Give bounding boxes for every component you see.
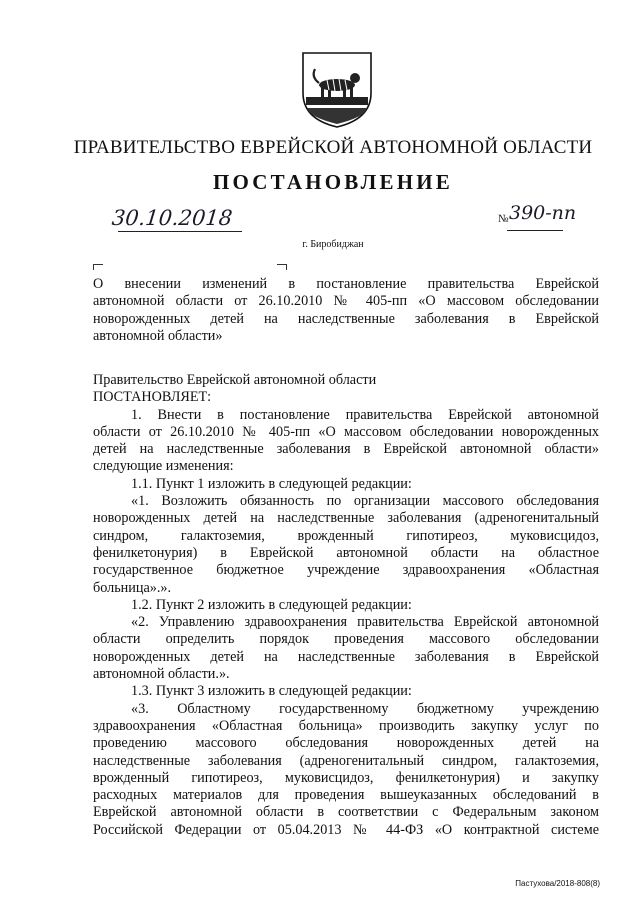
- body-line: врожденный гипотиреоз, муковисцидоз, фенилкетонурия) и закупку: [93, 769, 599, 786]
- body-line: проведению массового обследования новорожденных детей на: [93, 735, 599, 752]
- city-label: г. Биробиджан: [302, 239, 364, 250]
- body-line: Правительство Еврейской автономной области: [93, 372, 377, 388]
- intro-line: автономной области»: [93, 327, 223, 344]
- body-line: больница».».: [93, 579, 172, 596]
- coat-of-arms-icon: [297, 47, 377, 131]
- body-line: следующие изменения:: [93, 458, 234, 475]
- body-line: 1.1. Пункт 1 изложить в следующей редакции:: [131, 475, 412, 492]
- intro-line: новорожденных детей на наследственные заболевания в Еврейской: [93, 310, 599, 327]
- body-line: области определить порядок проведения массового обследовании: [93, 631, 599, 648]
- decree-body: [93, 372, 599, 839]
- body-line: автономной области.».: [93, 666, 230, 683]
- intro-line: автономной области от 26.10.2010 № 405-пп «О массовом обследовании: [93, 293, 599, 310]
- executor-code: Пастухова/2018-808(8): [515, 879, 600, 888]
- body-line: наследственные заболевания (адреногенитальный синдром, галактоземия,: [93, 752, 599, 769]
- intro-line: О внесении изменений в постановление правительства Еврейской: [93, 276, 599, 292]
- title-bracket-right: [277, 264, 287, 270]
- date-underline: [118, 231, 242, 232]
- body-line: 1. Внести в постановление правительства Еврейской автономной: [131, 406, 599, 423]
- body-line: ПОСТАНОВЛЯЕТ:: [93, 389, 212, 406]
- body-line: Еврейской автономной области в соответствии с Федеральным законом: [93, 804, 599, 821]
- body-line: Российской Федерации от 05.04.2013 № 44-ФЗ «О контрактной системе: [93, 821, 599, 838]
- decree-title: [93, 276, 599, 345]
- body-line: «1. Возложить обязанность по организации массового обследования: [131, 493, 599, 510]
- body-line: новорожденных детей на наследственные заболевания (адреногенитальный: [93, 510, 599, 527]
- body-line: 1.3. Пункт 3 изложить в следующей редакции:: [131, 683, 412, 700]
- government-title: ПРАВИТЕЛЬСТВО ЕВРЕЙСКОЙ АВТОНОМНОЙ ОБЛАСТИ: [73, 137, 593, 158]
- body-line: 1.2. Пункт 2 изложить в следующей редакции:: [131, 596, 412, 613]
- document-date: 30.10.2018: [110, 206, 234, 230]
- body-line: государственное бюджетное учреждение здравоохранения «Областная: [93, 562, 599, 579]
- body-line: синдром, галактоземия, врожденный гипотиреоз, муковисцидоз,: [93, 527, 599, 544]
- body-line: новорожденных детей на наследственные заболевания в Еврейской: [93, 648, 599, 665]
- number-underline: [507, 230, 563, 231]
- body-line: детей на наследственные заболевания в Еврейской автономной области»: [93, 441, 599, 458]
- body-line: фенилкетонурия) в Еврейской автономной области на областное: [93, 544, 599, 561]
- document-number: 390-пп: [509, 202, 577, 224]
- body-line: области от 26.10.2010 № 405-пп «О массовом обследовании новорожденных: [93, 423, 599, 440]
- body-line: «3. Областному государственному бюджетному учреждению: [131, 700, 599, 717]
- title-bracket-left: [93, 264, 103, 270]
- body-line: «2. Управлению здравоохранения правительства Еврейской автономной: [131, 614, 599, 631]
- document-type-title: ПОСТАНОВЛЕНИЕ: [212, 170, 454, 194]
- body-line: здравоохранения «Областная больница» производить закупку услуг по: [93, 717, 599, 734]
- body-line: расходных материалов для проведения вышеуказанных обследований в: [93, 787, 599, 804]
- number-label: №: [498, 213, 509, 225]
